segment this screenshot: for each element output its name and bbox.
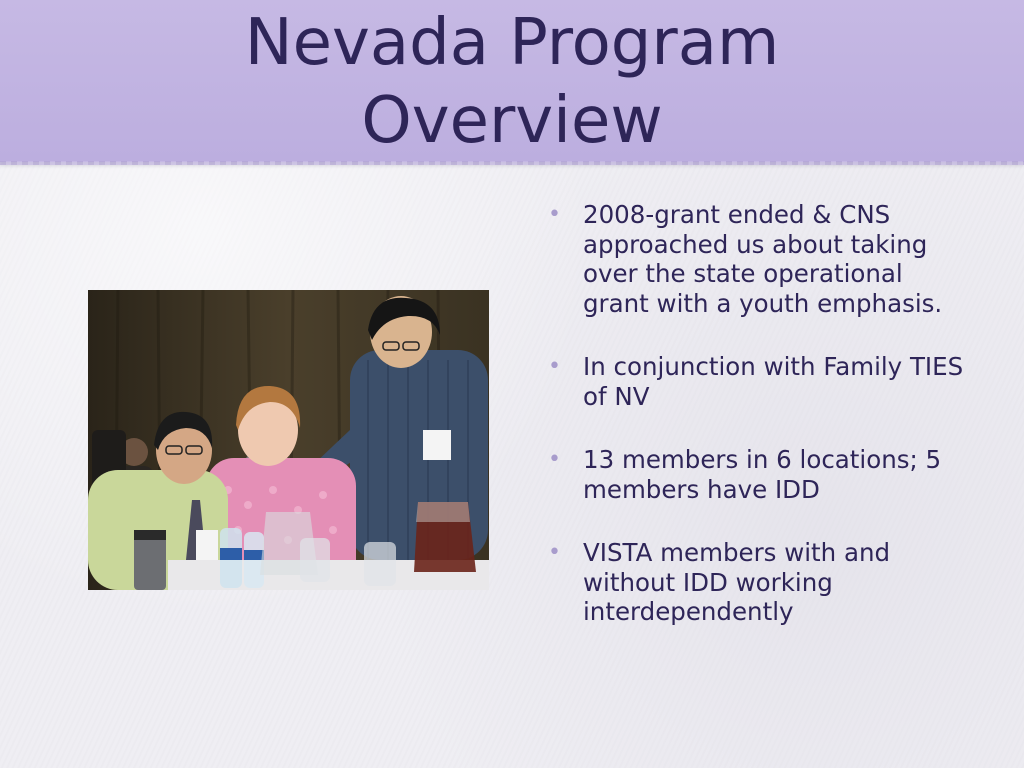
bullet-item: • 13 members in 6 locations; 5 members have IDD bbox=[546, 445, 966, 504]
title-band bbox=[0, 0, 1024, 162]
slide-title-line-2: Overview bbox=[361, 84, 663, 158]
photo-illustration bbox=[88, 290, 489, 590]
slide-photo bbox=[88, 290, 489, 590]
bullet-item: • In conjunction with Family TIES of NV bbox=[546, 352, 966, 411]
bullet-item: • VISTA members with and without IDD working interdependently bbox=[546, 538, 966, 627]
bullet-item: • 2008-grant ended & CNS approached us about taking over the state operational grant with a youth emphasis. bbox=[546, 200, 966, 318]
slide-title-line-1: Nevada Program bbox=[244, 6, 780, 80]
slide-title bbox=[0, 4, 1024, 160]
bullet-list bbox=[546, 200, 966, 661]
